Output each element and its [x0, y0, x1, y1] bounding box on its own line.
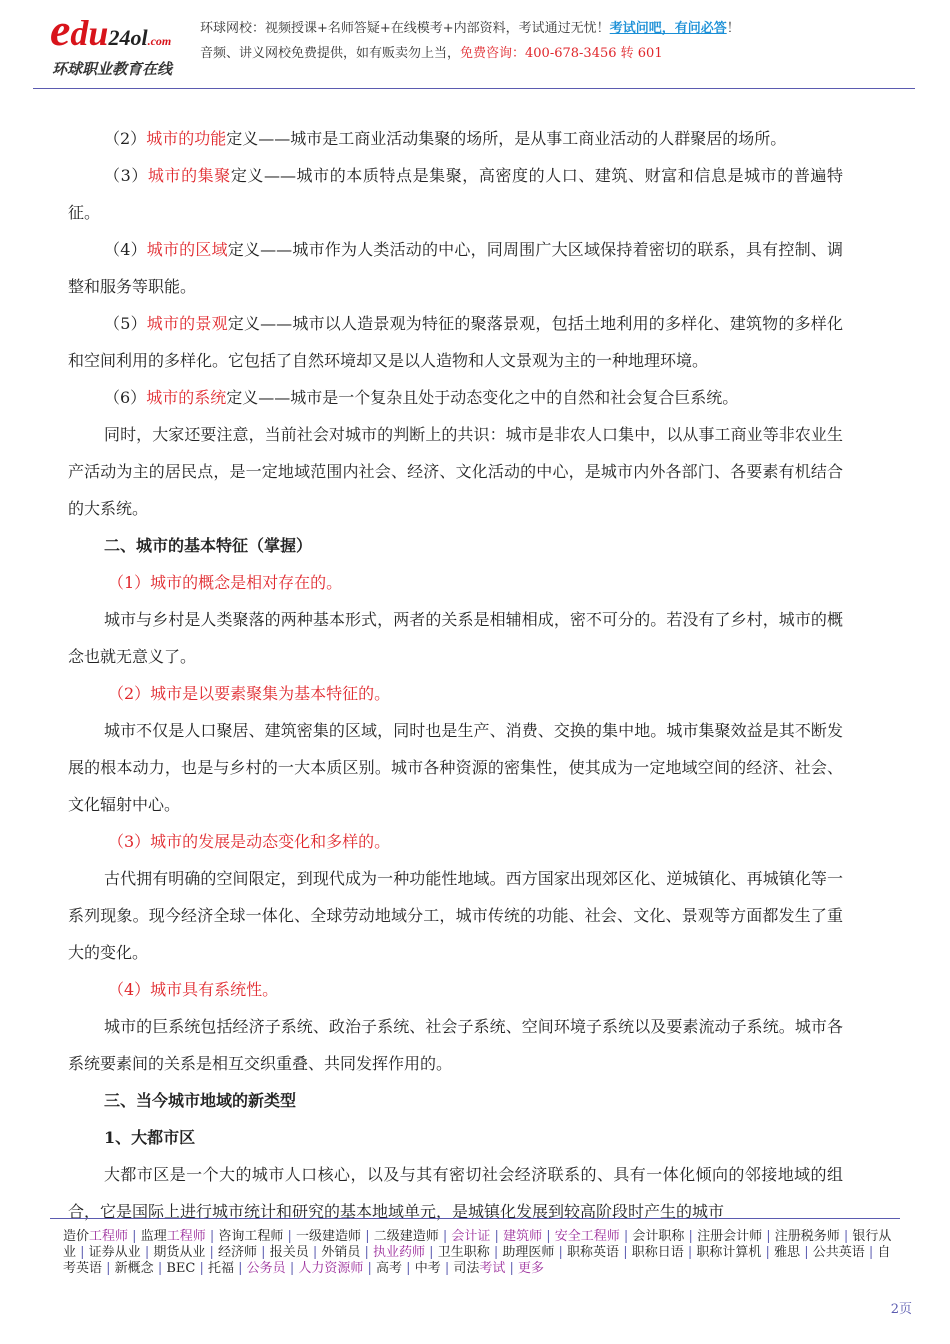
separator: | [489, 1245, 503, 1260]
separator: | [762, 1229, 775, 1244]
link-text: 期货从业 [153, 1245, 206, 1260]
link-text: 银行从业 [63, 1229, 892, 1260]
link-highlight: 公务员 [246, 1261, 286, 1276]
feature-heading: （2）城市是以要素聚集为基本特征的。 [108, 684, 391, 703]
definition-text: 定义——城市以人造景观为特征的聚落景观，包括土地利用的多样化、建筑物的多样化和空间利用的多样化。它包括了自然环境却又是以人造物和人文景观为主的一种地理环境。 [68, 314, 843, 370]
definition-paragraph [68, 120, 843, 157]
logo-subtitle: 环球职业教育在线 [52, 62, 173, 78]
link-text: 卫生职称 [437, 1245, 490, 1260]
definition-term: 城市的功能 [146, 129, 227, 148]
separator: | [402, 1261, 415, 1276]
document-body [68, 120, 843, 1230]
paragraph: 古代拥有明确的空间限定，到现代成为一种功能性地域。西方国家出现郊区化、逆城镇化、再城镇化等一系列现象。现今经济全球一体化、全球劳动地域分工，城市传统的功能、社会、文化、景观等方面都发生了重大的变化。 [68, 869, 843, 962]
footer-link[interactable] [373, 1245, 425, 1260]
separator: | [308, 1245, 322, 1260]
separator: | [684, 1229, 698, 1244]
link-highlight: 考试 [479, 1261, 506, 1276]
footer-link[interactable] [270, 1245, 309, 1260]
header-line-1 [200, 20, 740, 38]
footer-link[interactable] [166, 1261, 195, 1276]
definition-term: 城市的系统 [146, 388, 227, 407]
separator: | [283, 1229, 297, 1244]
link-text: 会计职称 [632, 1229, 685, 1244]
consult-phone: 免费咨询：400-678-3456 转 601 [460, 46, 663, 61]
separator: | [195, 1261, 208, 1276]
link-text: 公共英语 [812, 1245, 865, 1260]
paragraph: 城市的巨系统包括经济子系统、政治子系统、社会子系统、空间环境子系统以及要素流动子系统。城市各系统要素间的关系是相互交织重叠、共同发挥作用的。 [68, 1017, 843, 1073]
separator: | [683, 1245, 697, 1260]
footer-link[interactable] [247, 1261, 286, 1276]
separator: | [619, 1229, 633, 1244]
link-text: 一级建造师 [296, 1229, 362, 1244]
separator: | [360, 1245, 374, 1260]
ask-link[interactable]: 考试问吧，有问必答 [609, 21, 727, 36]
footer-link[interactable] [438, 1245, 490, 1260]
link-text: 证券从业 [88, 1245, 141, 1260]
separator: | [761, 1245, 775, 1260]
footer-link[interactable] [518, 1261, 544, 1276]
link-highlight: 建筑师 [503, 1229, 543, 1244]
footer-links [63, 1229, 893, 1277]
link-text: 监理 [140, 1229, 167, 1244]
separator: | [864, 1245, 878, 1260]
link-text: 高考 [376, 1261, 403, 1276]
footer-link[interactable] [141, 1229, 206, 1244]
link-highlight: 安全工程师 [554, 1229, 620, 1244]
page-number: 2页 [890, 1302, 912, 1317]
separator: | [554, 1245, 568, 1260]
header-divider [33, 88, 915, 89]
header-text: 音频、讲义网校免费提供，如有贩卖勿上当， [200, 46, 461, 61]
paragraph-number: （6） [104, 388, 147, 407]
separator: | [361, 1229, 374, 1244]
footer-link[interactable] [89, 1245, 141, 1260]
section-heading: 二、城市的基本特征（掌握） [104, 536, 313, 555]
link-text: 司法 [453, 1261, 480, 1276]
link-text: 造价 [63, 1229, 90, 1244]
definition-term: 城市的集聚 [147, 166, 231, 185]
definition-text: 定义——城市的本质特点是集聚，高密度的人口、建筑、财富和信息是城市的普遍特征。 [68, 166, 843, 222]
footer-link[interactable] [296, 1229, 361, 1244]
footer-link[interactable] [218, 1245, 257, 1260]
paragraph-number: （4） [104, 240, 147, 259]
footer-link[interactable] [696, 1245, 761, 1260]
link-highlight: 执业药师 [373, 1245, 426, 1260]
separator: | [102, 1261, 115, 1276]
footer-link[interactable] [555, 1229, 620, 1244]
footer-link[interactable] [153, 1245, 205, 1260]
definition-text: 定义——城市是一个复杂且处于动态变化之中的自然和社会复合巨系统。 [226, 388, 739, 407]
link-text: 雅思 [774, 1245, 801, 1260]
link-text: 新概念 [114, 1261, 154, 1276]
footer-link[interactable] [298, 1261, 363, 1276]
separator: | [542, 1229, 555, 1244]
footer-link[interactable] [503, 1229, 542, 1244]
separator: | [205, 1245, 219, 1260]
footer-link[interactable] [415, 1261, 441, 1276]
footer-link[interactable] [374, 1229, 439, 1244]
link-text: 注册税务师 [774, 1229, 840, 1244]
separator: | [438, 1229, 452, 1244]
section-heading: 三、当今城市地域的新类型 [104, 1091, 297, 1110]
link-text: 咨询工程师 [218, 1229, 284, 1244]
separator: | [800, 1245, 813, 1260]
footer-link[interactable] [632, 1229, 684, 1244]
footer-link[interactable] [63, 1229, 128, 1244]
separator: | [839, 1229, 853, 1244]
separator: | [505, 1261, 519, 1276]
site-logo[interactable] [50, 4, 200, 82]
footer-link[interactable] [218, 1229, 283, 1244]
link-highlight: 工程师 [89, 1229, 129, 1244]
definition-paragraph [68, 157, 843, 231]
footer-link[interactable] [321, 1245, 360, 1260]
link-text: BEC [166, 1261, 196, 1276]
feature-heading: （3）城市的发展是动态变化和多样的。 [108, 832, 391, 851]
link-text: 职称英语 [567, 1245, 620, 1260]
link-text: 注册会计师 [697, 1229, 763, 1244]
separator: | [490, 1229, 504, 1244]
separator: | [285, 1261, 299, 1276]
paragraph-number: （5） [104, 314, 147, 333]
link-text: 经济师 [218, 1245, 258, 1260]
link-highlight: 人力资源师 [298, 1261, 364, 1276]
link-highlight: 更多 [518, 1261, 545, 1276]
footer-link[interactable] [774, 1245, 800, 1260]
header-line-2 [200, 45, 663, 63]
separator: | [363, 1261, 377, 1276]
footer-link[interactable] [697, 1229, 762, 1244]
definition-paragraph [68, 305, 843, 379]
separator: | [440, 1261, 454, 1276]
separator: | [76, 1245, 89, 1260]
paragraph: 大都市区是一个大的城市人口核心，以及与其有密切社会经济联系的、具有一体化倾向的邻接地域的组合，它是国际上进行城市统计和研究的基本地域单元，是城镇化发展到较高阶段时产生的城市 [68, 1165, 843, 1221]
paragraph: 同时，大家还要注意，当前社会对城市的判断上的共识：城市是非农人口集中，以从事工商业等非农业生产活动为主的居民点，是一定地域范围内社会、经济、文化活动的中心，是城市内外各部门、各要素有机结合的大系统。 [68, 425, 843, 518]
link-text: 外销员 [321, 1245, 361, 1260]
definition-term: 城市的区域 [146, 240, 228, 259]
separator: | [425, 1245, 438, 1260]
footer-link[interactable] [775, 1229, 840, 1244]
separator: | [234, 1261, 247, 1276]
footer-link[interactable] [208, 1261, 234, 1276]
definition-text: 定义——城市作为人类活动的中心，同周围广大区域保持着密切的联系，具有控制、调整和服务等职能。 [68, 240, 843, 296]
separator: | [205, 1229, 219, 1244]
definition-term: 城市的景观 [146, 314, 228, 333]
definition-paragraph [68, 379, 843, 416]
footer-link[interactable] [376, 1261, 402, 1276]
feature-heading: （1）城市的概念是相对存在的。 [108, 573, 343, 592]
logo-mark: edu24ol.com [50, 4, 172, 55]
separator: | [140, 1245, 154, 1260]
footer-link[interactable] [453, 1261, 505, 1276]
separator: | [619, 1245, 632, 1260]
link-text: 托福 [208, 1261, 235, 1276]
paragraph: 城市不仅是人口聚居、建筑密集的区域，同时也是生产、消费、交换的集中地。城市集聚效益是其不断发展的根本动力，也是与乡村的一大本质区别。城市各种资源的密集性，使其成为一定地域空间的经济、社会、文化辐射中心。 [68, 721, 843, 814]
link-text: 报关员 [269, 1245, 309, 1260]
footer-link[interactable] [115, 1261, 154, 1276]
footer-link[interactable] [632, 1245, 684, 1260]
footer-link[interactable] [567, 1245, 619, 1260]
paragraph-number: （3） [104, 166, 148, 185]
footer-link[interactable] [451, 1229, 490, 1244]
link-text: 职称日语 [631, 1245, 684, 1260]
definition-paragraph [68, 231, 843, 305]
feature-heading: （4）城市具有系统性。 [108, 980, 279, 999]
footer-divider [50, 1218, 900, 1219]
footer-link[interactable] [813, 1245, 865, 1260]
link-text: 自考英语 [63, 1245, 891, 1276]
separator: | [128, 1229, 141, 1244]
link-text: 中考 [414, 1261, 441, 1276]
footer-link[interactable] [502, 1245, 554, 1260]
paragraph: 城市与乡村是人类聚落的两种基本形式，两者的关系是相辅相成，密不可分的。若没有了乡村，城市的概念也就无意义了。 [68, 610, 843, 666]
link-text: 助理医师 [502, 1245, 555, 1260]
header-text: 环球网校：视频授课+名师答疑+在线模考+内部资料，考试通过无忧！ [200, 21, 610, 36]
separator: | [257, 1245, 270, 1260]
paragraph-number: （2） [104, 129, 147, 148]
link-text: 职称计算机 [696, 1245, 762, 1260]
definition-text: 定义——城市是工商业活动集聚的场所，是从事工商业活动的人群聚居的场所。 [226, 129, 787, 148]
header-text: ！ [726, 21, 740, 36]
link-text: 二级建造师 [373, 1229, 439, 1244]
link-highlight: 工程师 [166, 1229, 206, 1244]
separator: | [153, 1261, 167, 1276]
link-highlight: 会计证 [451, 1229, 491, 1244]
section-heading: 1、大都市区 [104, 1128, 196, 1147]
